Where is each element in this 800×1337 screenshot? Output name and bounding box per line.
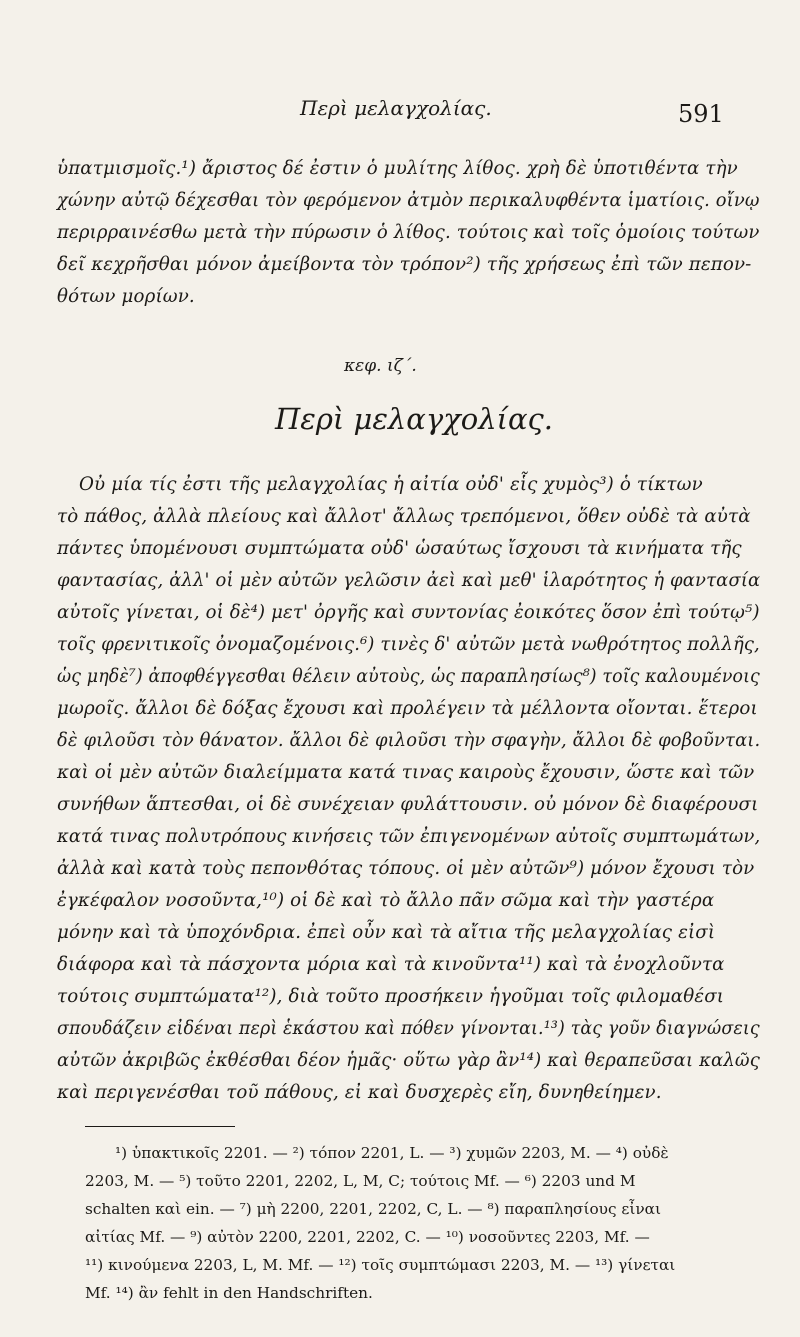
text-line: μωροῖς. ἄλλοι δὲ δόξας ἔχουσι καὶ προλέγειν τὰ μέλλοντα οἴονται. ἕτεροι xyxy=(57,698,758,719)
text-line: Οὐ μία τίς ἐστι τῆς μελαγχολίας ἡ αἰτία οὐδ' εἷς χυμὸς³) ὁ τίκτων xyxy=(79,474,703,495)
text-line: καὶ περιγενέσθαι τοῦ πάθους, εἰ καὶ δυσχερὲς εἴη, δυνηθείημεν. xyxy=(57,1082,662,1103)
text-line: τούτοις συμπτώματα¹²), διὰ τοῦτο προσήκειν ἡγοῦμαι τοῖς φιλομαθέσι xyxy=(57,986,725,1007)
text-line: συνήθων ἅπτεσθαι, οἱ δὲ συνέχειαν φυλάττουσιν. οὐ μόνον δὲ διαφέρουσι xyxy=(57,794,759,815)
footnote-line: ¹) ὑπακτικοῖς 2201. — ²) τόπον 2201, L. — ³) χυμῶν 2203, M. — ⁴) οὐδὲ xyxy=(115,1144,669,1162)
chapter-title: Περὶ μελαγχολίας. xyxy=(275,402,554,436)
text-line: τοῖς φρενιτικοῖς ὀνομαζομένοις.⁶) τινὲς δ' αὐτῶν μετὰ νωθρότητος πολλῆς, xyxy=(57,634,760,655)
text-line: κατά τινας πολυτρόπους κινήσεις τῶν ἐπιγενομένων αὐτοῖς συμπτωμάτων, xyxy=(57,826,761,847)
text-line: διάφορα καὶ τὰ πάσχοντα μόρια καὶ τὰ κινοῦντα¹¹) καὶ τὰ ἐνοχλοῦντα xyxy=(57,954,725,975)
text-line: τὸ πάθος, ἀλλὰ πλείους καὶ ἄλλοτ' ἄλλως τρεπόμενοι, ὅθεν οὐδὲ τὰ αὐτὰ xyxy=(57,506,751,527)
text-line: ἀλλὰ καὶ κατὰ τοὺς πεπονθότας τόπους. οἱ μὲν αὐτῶν⁹) μόνον ἔχουσι τὸν xyxy=(57,858,755,879)
page-number: 591 xyxy=(678,100,724,128)
footnote-line: 2203, M. — ⁵) τοῦτο 2201, 2202, L, M, C; τούτοις Mf. — ⁶) 2203 und M xyxy=(85,1172,636,1190)
text-line: περιρραινέσθω μετὰ τὴν πύρωσιν ὁ λίθος. τούτοις καὶ τοῖς ὁμοίοις τούτων xyxy=(57,222,760,243)
text-line: ὡς μηδὲ⁷) ἀποφθέγγεσθαι θέλειν αὐτοὺς, ὡς παραπλησίως⁸) τοῖς καλουμένοις xyxy=(57,666,760,687)
footnote-line: schalten καὶ ein. — ⁷) μὴ 2200, 2201, 2202, C, L. — ⁸) παραπλησίους εἶναι xyxy=(85,1200,661,1218)
text-line: πάντες ὑπομένουσι συμπτώματα οὐδ' ὡσαύτως ἴσχουσι τὰ κινήματα τῆς xyxy=(57,538,742,559)
text-line: δεῖ κεχρῆσθαι μόνον ἀμείβοντα τὸν τρόπον²) τῆς χρήσεως ἐπὶ τῶν πεπον- xyxy=(57,254,752,275)
running-title: Περὶ μελαγχολίας. xyxy=(300,96,492,120)
footnote-divider xyxy=(85,1126,235,1127)
text-line: καὶ οἱ μὲν αὐτῶν διαλείμματα κατά τινας καιροὺς ἔχουσιν, ὥστε καὶ τῶν xyxy=(57,762,755,783)
text-line: μόνην καὶ τὰ ὑποχόνδρια. ἐπεὶ οὖν καὶ τὰ αἴτια τῆς μελαγχολίας εἰσὶ xyxy=(57,922,716,943)
text-line: ἐγκέφαλον νοσοῦντα,¹⁰) οἱ δὲ καὶ τὸ ἄλλο πᾶν σῶμα καὶ τὴν γαστέρα xyxy=(57,890,715,911)
chapter-number: κεφ. ιζ΄. xyxy=(344,356,417,376)
text-line: αὐτῶν ἀκριβῶς ἐκθέσθαι δέον ἡμᾶς· οὕτω γὰρ ἂν¹⁴) καὶ θεραπεῦσαι καλῶς xyxy=(57,1050,760,1071)
footnote-line: ¹¹) κινούμενα 2203, L, M. Mf. — ¹²) τοῖς συμπτώμασι 2203, M. — ¹³) γίνεται xyxy=(85,1256,676,1274)
footnote-line: Mf. ¹⁴) ἂν fehlt in den Handschriften. xyxy=(85,1284,373,1302)
text-line: ὑπατμισμοῖς.¹) ἄριστος δέ ἐστιν ὁ μυλίτης λίθος. χρὴ δὲ ὑποτιθέντα τὴν xyxy=(57,158,738,179)
footnote-line: αἰτίας Mf. — ⁹) αὐτὸν 2200, 2201, 2202, C. — ¹⁰) νοσοῦντες 2203, Mf. — xyxy=(85,1228,650,1246)
text-line: σπουδάζειν εἰδέναι περὶ ἑκάστου καὶ πόθεν γίνονται.¹³) τὰς γοῦν διαγνώσεις xyxy=(57,1018,760,1039)
text-line: αὐτοῖς γίνεται, οἱ δὲ⁴) μετ' ὀργῆς καὶ συντονίας ἐοικότες ὅσον ἐπὶ τούτῳ⁵) xyxy=(57,602,760,623)
text-line: φαντασίας, ἀλλ' οἱ μὲν αὐτῶν γελῶσιν ἀεὶ καὶ μεθ' ἱλαρότητος ἡ φαντασία xyxy=(57,570,761,591)
text-line: χώνην αὐτῷ δέχεσθαι τὸν φερόμενον ἀτμὸν περικαλυφθέντα ἱματίοις. οἴνῳ xyxy=(57,190,760,211)
text-line: θότων μορίων. xyxy=(57,286,195,307)
text-line: δὲ φιλοῦσι τὸν θάνατον. ἄλλοι δὲ φιλοῦσι τὴν σφαγὴν, ἄλλοι δὲ φοβοῦνται. xyxy=(57,730,761,751)
